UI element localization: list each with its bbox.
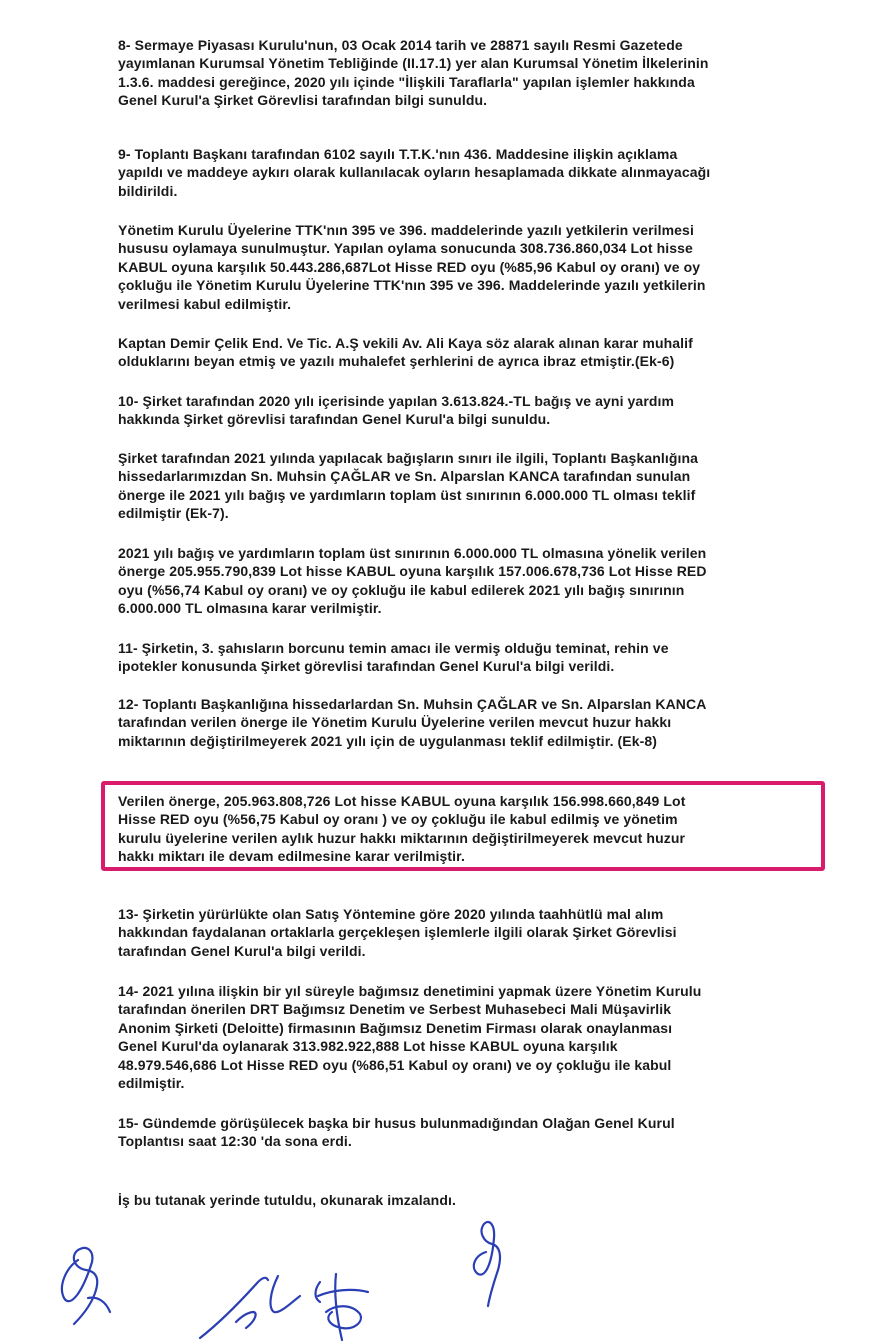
text-line: 2021 yılı bağış ve yardımların toplam üst sınırının 6.000.000 TL olmasına yönelik verilen xyxy=(118,545,707,561)
text-line: kurulu üyelerine verilen aylık huzur hakkı miktarının değiştirilmeyerek mevcut huzur xyxy=(118,829,686,846)
paragraph-item-12 xyxy=(118,695,810,750)
text-line: 13- Şirketin yürürlükte olan Satış Yöntemine göre 2020 yılında taahhütlü mal alım xyxy=(118,906,664,922)
text-line: Verilen önerge, 205.963.808,726 Lot hisse KABUL oyuna karşılık 156.998.660,849 Lot xyxy=(118,793,686,809)
paragraph-item-15 xyxy=(118,1114,810,1151)
paragraph-donation-limit xyxy=(118,449,810,523)
paragraph-donation-vote xyxy=(118,544,810,618)
text-line: önerge ile 2021 yılı bağış ve yardımların toplam üst sınırının 6.000.000 TL olması teklif xyxy=(118,486,696,503)
text-line: 12- Toplantı Başkanlığına hissedarlardan Sn. Muhsin ÇAĞLAR ve Sn. Alparslan KANCA xyxy=(118,696,707,712)
signature-2 xyxy=(196,1262,391,1344)
paragraph-item-13 xyxy=(118,905,810,960)
text-line: verilmesi kabul edilmiştir. xyxy=(118,295,292,312)
text-line: yayımlanan Kurumsal Yönetim Tebliğinde (II.17.1) yer alan Kurumsal Yönetim İlkelerinin xyxy=(118,55,709,72)
paragraph-item-8 xyxy=(118,36,810,110)
text-line: Kaptan Demir Çelik End. Ve Tic. A.Ş vekili Av. Ali Kaya söz alarak alınan karar muhalif xyxy=(118,335,693,351)
text-line: 6.000.000 TL olmasına karar verilmiştir. xyxy=(118,600,382,617)
text-line: 15- Gündemde görüşülecek başka bir husus bulunmadığından Olağan Genel Kurul xyxy=(118,1115,675,1131)
signature-1 xyxy=(48,1238,118,1330)
text-line: hakkı miktarı ile devam edilmesine karar verilmiştir. xyxy=(118,848,465,865)
text-line: edilmiştir. xyxy=(118,1075,185,1092)
text-line: KABUL oyuna karşılık 50.443.286,687Lot Hisse RED oyu (%85,96 Kabul oy oranı) ve oy xyxy=(118,258,701,275)
paragraph-board-authority xyxy=(118,221,810,313)
text-line: bildirildi. xyxy=(118,182,178,199)
text-line: tarafından verilen önerge ile Yönetim Kurulu Üyelerine verilen mevcut huzur hakkı xyxy=(118,714,672,731)
text-line: olduklarını beyan etmiş ve yazılı muhalefet şerhlerini de ayrıca ibraz etmiştir.(Ek-6) xyxy=(118,353,675,370)
text-line: edilmiştir (Ek-7). xyxy=(118,505,229,522)
text-line: Anonim Şirketi (Deloitte) firmasının Bağımsız Denetim Firması olarak onaylanması xyxy=(118,1019,673,1036)
text-line: Toplantısı saat 12:30 'da sona erdi. xyxy=(118,1133,352,1150)
paragraph-item-11 xyxy=(118,639,810,676)
text-line: miktarının değiştirilmeyerek 2021 yılı için de uygulanması teklif edilmiştir. (Ek-8) xyxy=(118,732,658,749)
text-line: Yönetim Kurulu Üyelerine TTK'nın 395 ve 396. maddelerinde yazılı yetkilerin verilmesi xyxy=(118,222,694,238)
text-line: ipotekler konusunda Şirket görevlisi tarafından Genel Kurul'a bilgi verildi. xyxy=(118,658,615,675)
text-line: hakkında Şirket görevlisi tarafından Genel Kurul'a bilgi sunuldu. xyxy=(118,411,551,428)
text-line: hissedarlarımızdan Sn. Muhsin ÇAĞLAR ve Sn. Alparslan KANCA tarafından sunulan xyxy=(118,468,691,485)
paragraph-item-14 xyxy=(118,982,810,1092)
text-line: çokluğu ile Yönetim Kurulu Üyelerine TTK'nın 395 ve 396. Maddelerinde yazılı yetkilerin xyxy=(118,277,706,294)
text-line: tarafından Genel Kurul'a bilgi verildi. xyxy=(118,942,366,959)
signature-3 xyxy=(460,1212,520,1312)
text-line: hususu oylamaya sunulmuştur. Yapılan oylama sonucunda 308.736.860,034 Lot hisse xyxy=(118,240,693,257)
paragraph-dissent xyxy=(118,334,810,371)
text-line: önerge 205.955.790,839 Lot hisse KABUL oyuna karşılık 157.006.678,736 Lot Hisse RED xyxy=(118,563,707,580)
text-line: 10- Şirket tarafından 2020 yılı içerisinde yapılan 3.613.824.-TL bağış ve ayni yardım xyxy=(118,393,675,409)
text-line: İş bu tutanak yerinde tutuldu, okunarak imzalandı. xyxy=(118,1192,456,1208)
text-line: Genel Kurul'a Şirket Görevlisi tarafından bilgi sunuldu. xyxy=(118,92,488,109)
text-line: 14- 2021 yılına ilişkin bir yıl süreyle bağımsız denetimini yapmak üzere Yönetim Kurulu xyxy=(118,983,702,999)
text-line: Şirket tarafından 2021 yılında yapılacak bağışların sınırı ile ilgili, Toplantı Başkanlığına xyxy=(118,450,699,466)
text-line: 11- Şirketin, 3. şahısların borcunu temin amacı ile vermiş olduğu teminat, rehin ve xyxy=(118,640,669,656)
text-line: oyu (%56,74 Kabul oy oranı) ve oy çokluğu ile kabul edilerek 2021 yılı bağış sınırının xyxy=(118,581,685,598)
paragraph-item-10 xyxy=(118,392,810,429)
text-line: 1.3.6. maddesi gereğince, 2020 yılı içinde "İlişkili Taraflarla" yapılan işlemler hakkında xyxy=(118,73,695,90)
text-line: 9- Toplantı Başkanı tarafından 6102 sayılı T.T.K.'nın 436. Maddesine ilişkin açıklama xyxy=(118,146,678,162)
text-line: 48.979.546,686 Lot Hisse RED oyu (%86,51 Kabul oy oranı) ve oy çokluğu ile kabul xyxy=(118,1056,672,1073)
paragraph-item-9 xyxy=(118,145,810,200)
text-line: yapıldı ve maddeye aykırı olarak kullanılacak oyların hesaplamada dikkate alınmayacağı xyxy=(118,164,711,181)
text-line: 8- Sermaye Piyasası Kurulu'nun, 03 Ocak 2014 tarih ve 28871 sayılı Resmi Gazetede xyxy=(118,37,683,53)
paragraph-attendance-fee-vote xyxy=(118,792,810,866)
paragraph-closing xyxy=(118,1191,810,1209)
text-line: Hisse RED oyu (%56,75 Kabul oy oranı ) ve oy çokluğu ile kabul edilmiş ve yönetim xyxy=(118,811,678,828)
text-line: Genel Kurul'da oylanarak 313.982.922,888 Lot hisse KABUL oyuna karşılık xyxy=(118,1038,618,1055)
text-line: hakkından faydalanan ortaklarla gerçekleşen işlemlerle ilgili olarak Şirket Görevlisi xyxy=(118,924,677,941)
text-line: tarafından önerilen DRT Bağımsız Denetim ve Serbest Muhasebeci Mali Müşavirlik xyxy=(118,1001,672,1018)
